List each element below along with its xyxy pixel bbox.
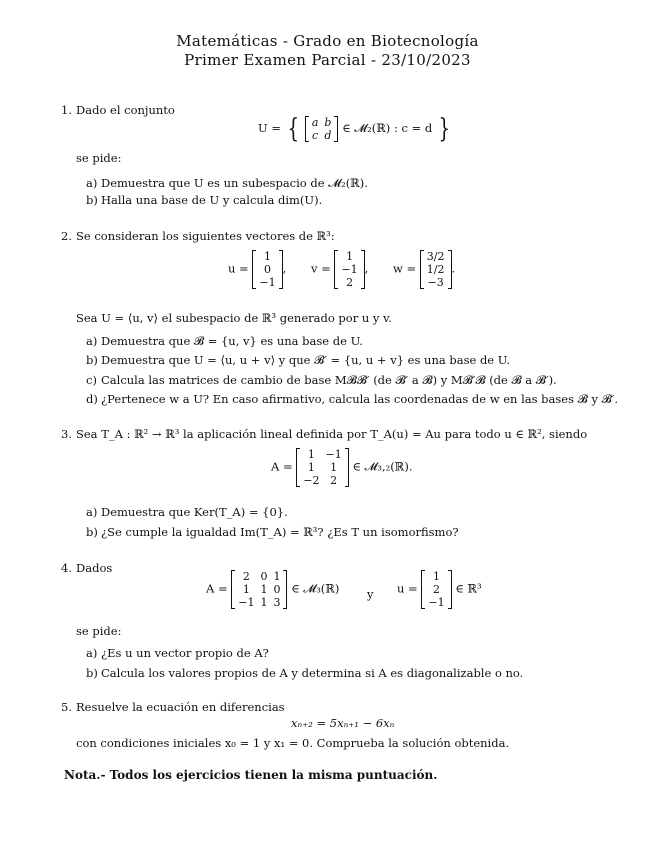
q2-w-column bbox=[420, 250, 452, 289]
q1-set-definition bbox=[258, 116, 452, 142]
q1-intro: Dado el conjunto bbox=[76, 103, 175, 117]
q1-b-label: b) bbox=[86, 193, 98, 207]
q2-vector-u: u = 1 0 −1 , bbox=[228, 250, 287, 289]
matrix-cell: c bbox=[312, 129, 319, 142]
q3-a-lhs: A = bbox=[271, 459, 293, 474]
q4-u-rhs: ∈ ℝ³ bbox=[455, 581, 482, 596]
header-subtitle: Primer Examen Parcial - 23/10/2023 bbox=[184, 51, 471, 69]
matrix-cell: −1 bbox=[238, 596, 255, 609]
q4-number: 4. bbox=[61, 561, 72, 575]
matrix-cell: 0 bbox=[273, 583, 281, 596]
vector-cell: −1 bbox=[259, 276, 276, 289]
vector-cell: 1/2 bbox=[426, 263, 445, 276]
matrix-cell: 1 bbox=[307, 448, 315, 461]
matrix-cell: 1 bbox=[242, 583, 250, 596]
q2-intro: Se consideran los siguientes vectores de ℝ³: bbox=[76, 229, 335, 243]
header-title: Matemáticas - Grado en Biotecnología bbox=[176, 32, 479, 50]
vector-cell: 1 bbox=[346, 250, 354, 263]
q3-matrix bbox=[296, 448, 348, 487]
q2-c-label: c) bbox=[86, 373, 97, 387]
vector-cell: 2 bbox=[432, 583, 440, 596]
q1-pide: se pide: bbox=[76, 151, 122, 165]
q4-y: y bbox=[367, 587, 374, 601]
matrix-cell: 3 bbox=[273, 596, 281, 609]
q2-v-lhs: v = bbox=[311, 261, 331, 276]
q2-b-label: b) bbox=[86, 353, 98, 367]
q2-u-column bbox=[252, 250, 282, 289]
q2-w-lhs: w = bbox=[393, 261, 417, 276]
q2-c-text: Calcula las matrices de cambio de base M𝓑𝓑′ (de 𝓑′ a 𝓑) y M𝓑′𝓑 (de 𝓑 a 𝓑′). bbox=[101, 373, 557, 387]
q3-b-text: ¿Se cumple la igualdad Im(T_A) = ℝ³? ¿Es T un isomorfismo? bbox=[101, 525, 459, 539]
vector-cell: −1 bbox=[428, 596, 445, 609]
q4-vector-definition bbox=[397, 570, 482, 609]
q3-matrix-definition bbox=[271, 448, 412, 487]
matrix-cell: −1 bbox=[325, 448, 342, 461]
q2-vector-v: v = 1 −1 2 , bbox=[311, 250, 369, 289]
q5-number: 5. bbox=[61, 700, 72, 714]
q2-d-text: ¿Pertenece w a U? En caso afirmativo, calcula las coordenadas de w en las bases 𝓑 y 𝓑′. bbox=[101, 392, 619, 406]
q2-vector-w: w = 3/2 1/2 −3 . bbox=[393, 250, 456, 289]
q5-equation: xₙ₊₂ = 5xₙ₊₁ − 6xₙ bbox=[291, 716, 395, 730]
matrix-cell: 1 bbox=[260, 596, 268, 609]
q4-a-rhs: ∈ 𝓜₃(ℝ) bbox=[291, 581, 340, 596]
vector-cell: 0 bbox=[263, 263, 271, 276]
q4-matrix bbox=[231, 570, 287, 609]
q3-a-text: Demuestra que Ker(T_A) = {0}. bbox=[101, 505, 288, 519]
q1-set-rhs: ∈ 𝓜₂(ℝ) : c = d bbox=[342, 121, 433, 135]
vector-cell: 1 bbox=[432, 570, 440, 583]
q5-conditions: con condiciones iniciales x₀ = 1 y x₁ = 0. Comprueba la solución obtenida. bbox=[76, 736, 510, 750]
q3-b-label: b) bbox=[86, 525, 98, 539]
q1-number: 1. bbox=[61, 103, 72, 117]
q2-sea: Sea U = ⟨u, v⟩ el subespacio de ℝ³ generado por u y v. bbox=[76, 311, 392, 325]
q2-u-lhs: u = bbox=[228, 261, 249, 276]
q3-intro: Sea T_A : ℝ² → ℝ³ la aplicación lineal definida por T_A(u) = Au para todo u ∈ ℝ², siendo bbox=[76, 427, 588, 441]
q1-matrix bbox=[305, 116, 339, 142]
vector-cell: 3/2 bbox=[426, 250, 445, 263]
q4-matrix-definition bbox=[206, 570, 339, 609]
left-brace-icon: { bbox=[287, 114, 299, 144]
vector-cell: 2 bbox=[346, 276, 354, 289]
matrix-cell: 1 bbox=[330, 461, 338, 474]
grading-note: Nota.- Todos los ejercicios tienen la misma puntuación. bbox=[64, 768, 438, 782]
q2-a-text: Demuestra que 𝓑 = {u, v} es una base de U. bbox=[101, 334, 363, 348]
q4-intro: Dados bbox=[76, 561, 113, 575]
matrix-cell: b bbox=[324, 116, 332, 129]
q2-v-column bbox=[334, 250, 364, 289]
q2-number: 2. bbox=[61, 229, 72, 243]
q4-b-text: Calcula los valores propios de A y determina si A es diagonalizable o no. bbox=[101, 666, 524, 680]
q1-a-label: a) bbox=[86, 176, 98, 190]
q2-d-label: d) bbox=[86, 392, 98, 406]
q2-b-text: Demuestra que U = ⟨u, u + v⟩ y que 𝓑′ = {u, u + v} es una base de U. bbox=[101, 353, 511, 367]
matrix-cell: 1 bbox=[273, 570, 281, 583]
matrix-cell: −2 bbox=[303, 474, 320, 487]
q3-number: 3. bbox=[61, 427, 72, 441]
vector-cell: −3 bbox=[427, 276, 444, 289]
vector-cell: −1 bbox=[341, 263, 358, 276]
q3-a-label: a) bbox=[86, 505, 98, 519]
matrix-cell: 1 bbox=[260, 583, 268, 596]
q1-a-text: Demuestra que U es un subespacio de 𝓜₂(ℝ). bbox=[101, 176, 368, 190]
matrix-cell: 2 bbox=[242, 570, 250, 583]
q4-a-lhs: A = bbox=[206, 581, 228, 596]
q4-u-column bbox=[421, 570, 451, 609]
vector-cell: 1 bbox=[263, 250, 271, 263]
matrix-cell: 0 bbox=[260, 570, 268, 583]
matrix-cell: d bbox=[324, 129, 332, 142]
q4-b-label: b) bbox=[86, 666, 98, 680]
q4-u-lhs: u = bbox=[397, 581, 418, 596]
q3-a-rhs: ∈ 𝓜₃,₂(ℝ). bbox=[352, 459, 413, 474]
right-brace-icon: } bbox=[438, 114, 450, 144]
matrix-cell: 2 bbox=[330, 474, 338, 487]
matrix-cell: a bbox=[311, 116, 319, 129]
q1-b-text: Halla una base de U y calcula dim(U). bbox=[101, 193, 323, 207]
q1-set-lhs: U = bbox=[258, 121, 281, 135]
q4-a-label: a) bbox=[86, 646, 98, 660]
matrix-cell: 1 bbox=[307, 461, 315, 474]
q5-intro: Resuelve la ecuación en diferencias bbox=[76, 700, 285, 714]
q4-a-text: ¿Es u un vector propio de A? bbox=[101, 646, 269, 660]
q2-a-label: a) bbox=[86, 334, 98, 348]
q4-pide: se pide: bbox=[76, 624, 122, 638]
